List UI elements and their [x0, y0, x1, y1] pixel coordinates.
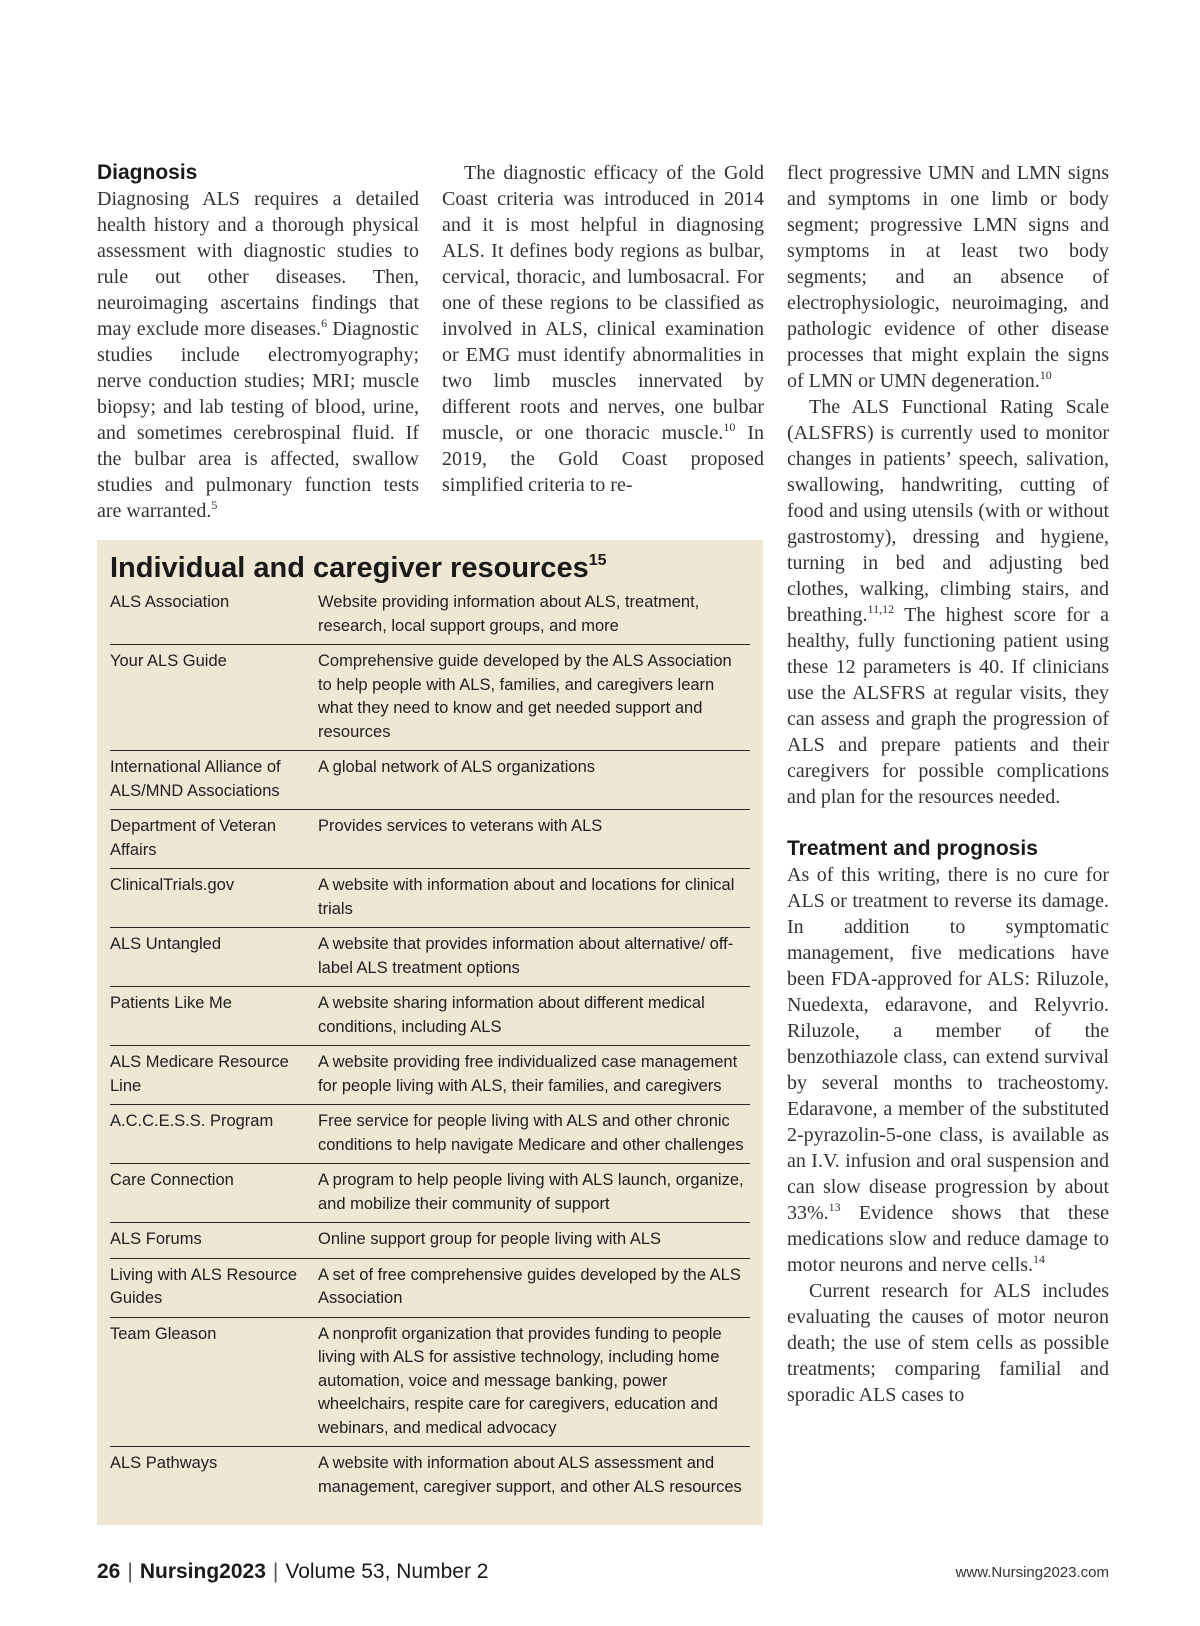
- table-row: [110, 986, 750, 1045]
- resource-name: Living with ALS Resource Guides: [110, 1265, 298, 1307]
- footer-separator: |: [127, 1560, 133, 1583]
- paragraph: [787, 394, 1109, 810]
- resource-description: A website with information about ALS assessment and management, caregiver support, and other ALS resources: [318, 1454, 742, 1496]
- resource-name: Patients Like Me: [110, 994, 232, 1012]
- table-row: [110, 591, 750, 644]
- resource-description: Comprehensive guide developed by the ALS Association to help people with ALS, families, and caregivers learn what they need to know and get needed support and resources: [318, 652, 732, 741]
- resource-name: Team Gleason: [110, 1324, 217, 1343]
- resource-name: ALS Medicare Resource Line: [110, 1053, 289, 1095]
- issue-info: Volume 53, Number 2: [285, 1560, 489, 1583]
- table-row: [110, 1045, 750, 1104]
- column-1: [97, 160, 419, 524]
- sidebar-title: [110, 550, 750, 586]
- text: In 2019, the Gold Coast proposed simplified criteria to re-: [442, 422, 764, 496]
- paragraph: [97, 186, 419, 524]
- text: The highest score for a healthy, fully functioning patient using these 12 parameters is 40. If clinicians use the ALSFRS at regular visits, they can assess and graph the progression of ALS and prepare patients and their caregivers for possible complications and plan for the resources needed.: [787, 604, 1109, 808]
- resource-description: Provides services to veterans with ALS: [318, 817, 603, 835]
- resource-description: A website that provides information about alternative/ off-label ALS treatment options: [318, 935, 734, 977]
- citation: 13: [828, 1200, 841, 1214]
- resource-description: A website with information about and locations for clinical trials: [318, 876, 735, 918]
- table-row: [110, 1446, 750, 1505]
- text: flect progressive UMN and LMN signs and symptoms in one limb or body segment; progressive LMN signs and symptoms in at least two body segments; and an absence of electrophysiologic, neuroimaging, and pathologic evidence of other disease processes that might explain the signs of LMN or UMN degeneration.: [787, 162, 1109, 392]
- table-row: [110, 927, 750, 986]
- section-heading-diagnosis: Diagnosis: [97, 161, 198, 184]
- citation: 11,12: [867, 602, 895, 616]
- page-number: 26: [97, 1560, 121, 1583]
- table-row: [110, 809, 750, 868]
- column-3: [787, 160, 1109, 1408]
- citation: 14: [1033, 1252, 1046, 1266]
- paragraph: [787, 862, 1109, 1278]
- resource-description: A global network of ALS organizations: [318, 758, 596, 776]
- section-heading-treatment: Treatment and prognosis: [787, 837, 1038, 860]
- resource-description: Online support group for people living with ALS: [318, 1230, 662, 1248]
- resource-name: A.C.C.E.S.S. Program: [110, 1112, 274, 1130]
- citation: 5: [211, 498, 218, 512]
- resource-description: A nonprofit organization that provides funding to people living with ALS for assistive technology, including home automation, voice and message banking, power wheelchairs, respite care for caregivers, education and webinars, and medical advocacy: [318, 1324, 722, 1437]
- citation: 10: [1039, 368, 1052, 382]
- page-footer: [97, 1557, 1109, 1587]
- resource-description: A website sharing information about different medical conditions, including ALS: [318, 994, 705, 1036]
- text: The diagnostic efficacy of the Gold Coast criteria was introduced in 2014 and it is most helpful in diagnosing ALS. It defines body regions as bulbar, cervical, thoracic, and lumbosacral. For one of these regions to be classified as involved in ALS, clinical examination or EMG must identify abnormalities in two limb muscles innervated by different roots and nerves, one bulbar muscle, or one thoracic muscle.: [442, 162, 764, 444]
- resource-name: Care Connection: [110, 1171, 234, 1189]
- text: Diagnostic studies include electromyography; nerve conduction studies; MRI; muscle biopsy; and lab testing of blood, urine, and sometimes cerebrospinal fluid. If the bulbar area is affected, swallow studies and pulmonary function tests are warranted.: [97, 318, 419, 522]
- text: Evidence shows that these medications slow and reduce damage to motor neurons and nerve cells.: [787, 1202, 1109, 1276]
- footer-url[interactable]: www.Nursing2023.com: [955, 1564, 1109, 1581]
- resource-description: A set of free comprehensive guides developed by the ALS Association: [318, 1265, 741, 1307]
- table-row: [110, 1317, 750, 1447]
- table-row: [110, 868, 750, 927]
- resource-description: Website providing information about ALS, treatment, research, local support groups, and more: [318, 593, 700, 635]
- table-row: [110, 1163, 750, 1222]
- table-row: [110, 1104, 750, 1163]
- text: Current research for ALS includes evaluating the causes of motor neuron death; the use of stem cells as possible treatments; comparing familial and sporadic ALS cases to: [787, 1280, 1109, 1406]
- resource-name: Department of Veteran Affairs: [110, 817, 277, 859]
- sidebar-title-text: Individual and caregiver resources: [110, 552, 589, 584]
- footer-separator: |: [272, 1560, 279, 1583]
- resource-name: ALS Association: [110, 593, 230, 611]
- resource-description: A program to help people living with ALS launch, organize, and mobilize their community of support: [318, 1171, 744, 1213]
- resource-name: International Alliance of ALS/MND Associations: [110, 758, 281, 800]
- paragraph: [787, 160, 1109, 394]
- magazine-name: Nursing2023: [139, 1560, 266, 1583]
- resource-description: A website providing free individualized case management for people living with ALS, their families, and caregivers: [318, 1053, 738, 1095]
- footer-left: [97, 1557, 488, 1587]
- paragraph: [787, 1278, 1109, 1408]
- resource-description: Free service for people living with ALS and other chronic conditions to help navigate Medicare and other challenges: [318, 1112, 744, 1154]
- resource-name: ALS Forums: [110, 1230, 202, 1248]
- resource-name: ClinicalTrials.gov: [110, 876, 235, 894]
- resources-table: [110, 591, 750, 1505]
- table-row: [110, 1258, 750, 1317]
- table-row: [110, 1222, 750, 1258]
- table-row: [110, 644, 750, 750]
- citation: 15: [588, 552, 607, 569]
- text: Diagnosing ALS requires a detailed health history and a thorough physical assessment with diagnostic studies to rule out other diseases. Then, neuroimaging ascertains findings that may exclude more diseases.: [97, 188, 419, 340]
- resources-sidebar: [97, 540, 763, 1525]
- resource-name: ALS Untangled: [110, 935, 221, 953]
- text: The ALS Functional Rating Scale (ALSFRS) is currently used to monitor changes in patients’ speech, salivation, swallowing, handwriting, cutting of food and using utensils (with or without gastrostomy), dressing and hygiene, turning in bed and adjusting bed clothes, walking, climbing stairs, and breathing.: [787, 396, 1109, 626]
- text: As of this writing, there is no cure for ALS or treatment to reverse its damage. In addition to symptomatic management, five medications have been FDA-approved for ALS: Riluzole, Nuedexta, edaravone, and Relyvrio. Riluzole, a member of the benzothiazole class, can extend survival by several months to tracheostomy. Edaravone, a member of the substituted 2-pyrazolin-5-one class, is available as an I.V. infusion and oral suspension and can slow disease progression by about 33%.: [787, 864, 1109, 1224]
- table-row: [110, 750, 750, 809]
- resource-name: ALS Pathways: [110, 1454, 218, 1472]
- citation: 10: [723, 420, 736, 434]
- paragraph: [442, 160, 764, 498]
- column-2: [442, 160, 764, 498]
- citation: 6: [321, 316, 328, 330]
- resource-name: Your ALS Guide: [110, 652, 227, 670]
